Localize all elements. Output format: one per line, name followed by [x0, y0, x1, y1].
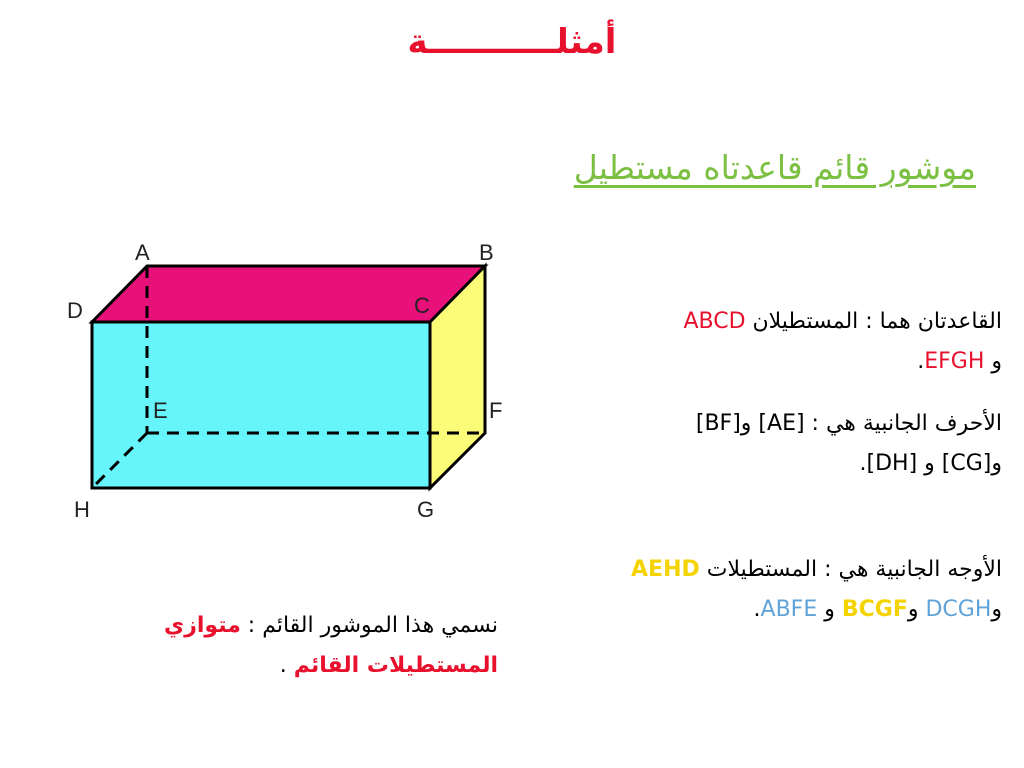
vertex-label-b: B [479, 240, 494, 265]
faces-and-2: و [907, 597, 926, 622]
vertex-label-c: C [414, 293, 430, 318]
edges-line-1: الأحرف الجانبية هي : [AE] و[BF] [695, 411, 1002, 436]
vertex-label-f: F [489, 398, 503, 423]
faces-paragraph [532, 550, 1002, 630]
section-heading: موشور قائم قاعدتاه مستطيل [573, 148, 976, 187]
faces-and-1: و [991, 597, 1002, 622]
rectangular-prism-figure [0, 0, 520, 530]
face-abfe: ABFE [760, 597, 818, 622]
face-bcgf: BCGF [841, 597, 908, 622]
vertex-label-g: G [417, 497, 435, 522]
face-aehd: AEHD [631, 557, 700, 582]
vertex-label-a: A [135, 240, 150, 265]
naming-text: نسمي هذا الموشور القائم : [240, 613, 498, 638]
vertex-label-h: H [74, 497, 90, 522]
naming-dot: . [279, 653, 294, 678]
edges-line-2: و[CG] و [DH]. [859, 451, 1002, 476]
vertex-label-e: E [153, 398, 168, 423]
naming-paragraph [58, 606, 498, 686]
bases-paragraph [582, 302, 1002, 382]
faces-dot: . [753, 597, 761, 622]
edges-paragraph [582, 404, 1002, 484]
bases-dot: . [917, 349, 925, 374]
front-face [92, 322, 430, 488]
naming-term: متوازي المستطيلات القائم [164, 613, 498, 678]
bases-and: و [984, 349, 1002, 374]
base-abcd: ABCD [683, 309, 746, 334]
page-title: أمثلـــــــــــة [407, 22, 617, 62]
vertex-label-d: D [67, 298, 83, 323]
bases-text: القاعدتان هما : المستطيلان [745, 309, 1002, 334]
faces-and-3: و [817, 597, 842, 622]
base-efgh: EFGH [924, 349, 985, 374]
face-dcgh: DCGH [925, 597, 992, 622]
faces-text: الأوجه الجانبية هي : المستطيلات [699, 557, 1002, 582]
